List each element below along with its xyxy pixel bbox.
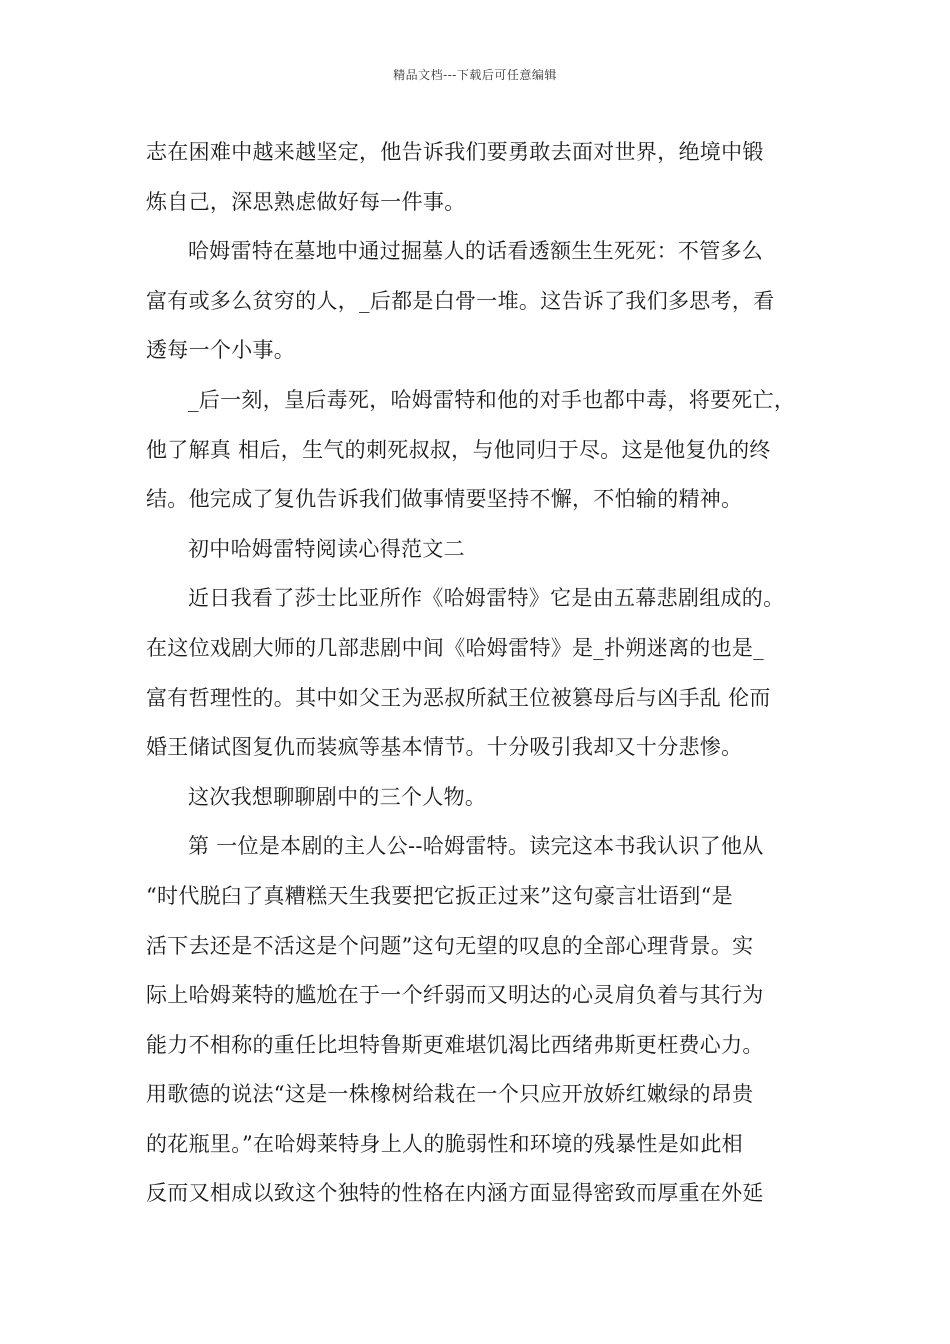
text-line: 活下去还是不活这是个问题”这句无望的叹息的全部心理背景。实 xyxy=(146,933,754,958)
text-line: 哈姆雷特在墓地中通过掘墓人的话看透额生生死死：不管多么 xyxy=(188,239,764,264)
text-line: 他了解真 相后，生气的刺死叔叔，与他同归于尽。这是他复仇的终 xyxy=(146,437,771,462)
text-line: 这次我想聊聊剧中的三个人物。 xyxy=(188,784,487,809)
text-line: 在这位戏剧大师的几部悲剧中间《哈姆雷特》是_扑朔迷离的也是_ xyxy=(146,635,764,660)
text-line: 透每一个小事。 xyxy=(146,338,296,363)
text-line: 际上哈姆莱特的尴尬在于一个纤弱而又明达的心灵肩负着与其行为 xyxy=(146,983,764,1008)
text-line: 婚王储试图复仇而装疯等基本情节。十分吸引我却又十分悲惨。 xyxy=(146,735,743,760)
text-line: 第 一位是本剧的主人公--哈姆雷特。读完这本书我认识了他从 xyxy=(188,834,764,859)
text-line: “时代脱臼了真糟糕天生我要把它扳正过来”这句豪言壮语到“是 xyxy=(146,883,733,908)
text-line: 富有哲理性的。其中如父王为恶叔所弑王位被篡母后与凶手乱 伦而 xyxy=(146,685,771,710)
text-line: _后一刻，皇后毒死，哈姆雷特和他的对手也都中毒，将要死亡， xyxy=(188,387,796,412)
text-line: 反而又相成以致这个独特的性格在内涵方面显得密致而厚重在外延 xyxy=(146,1181,764,1206)
text-line: 用歌德的说法“这是一株橡树给栽在一个只应开放娇红嫩绿的昂贵 xyxy=(146,1082,754,1107)
text-line: 炼自己，深思熟虑做好每一件事。 xyxy=(146,189,466,214)
text-line: 富有或多么贫穷的人，_后都是白骨一堆。这告诉了我们多思考，看 xyxy=(146,288,775,313)
page-header: 精品文档---下载后可任意编辑 xyxy=(393,68,557,82)
document-body xyxy=(146,128,816,1219)
text-line: 的花瓶里。”在哈姆莱特身上人的脆弱性和环境的残暴性是如此相 xyxy=(146,1131,743,1156)
text-line: 结。他完成了复仇告诉我们做事情要坚持不懈，不怕输的精神。 xyxy=(146,487,743,512)
section-heading: 初中哈姆雷特阅读心得范文二 xyxy=(188,536,465,561)
text-line: 能力不相称的重任比坦特鲁斯更难堪饥渴比西绪弗斯更枉费心力。 xyxy=(146,1032,764,1057)
text-line: 志在困难中越来越坚定，他告诉我们要勇敢去面对世界，绝境中锻 xyxy=(146,140,764,164)
text-line: 近日我看了莎士比亚所作《哈姆雷特》它是由五幕悲剧组成的。 xyxy=(188,586,785,611)
